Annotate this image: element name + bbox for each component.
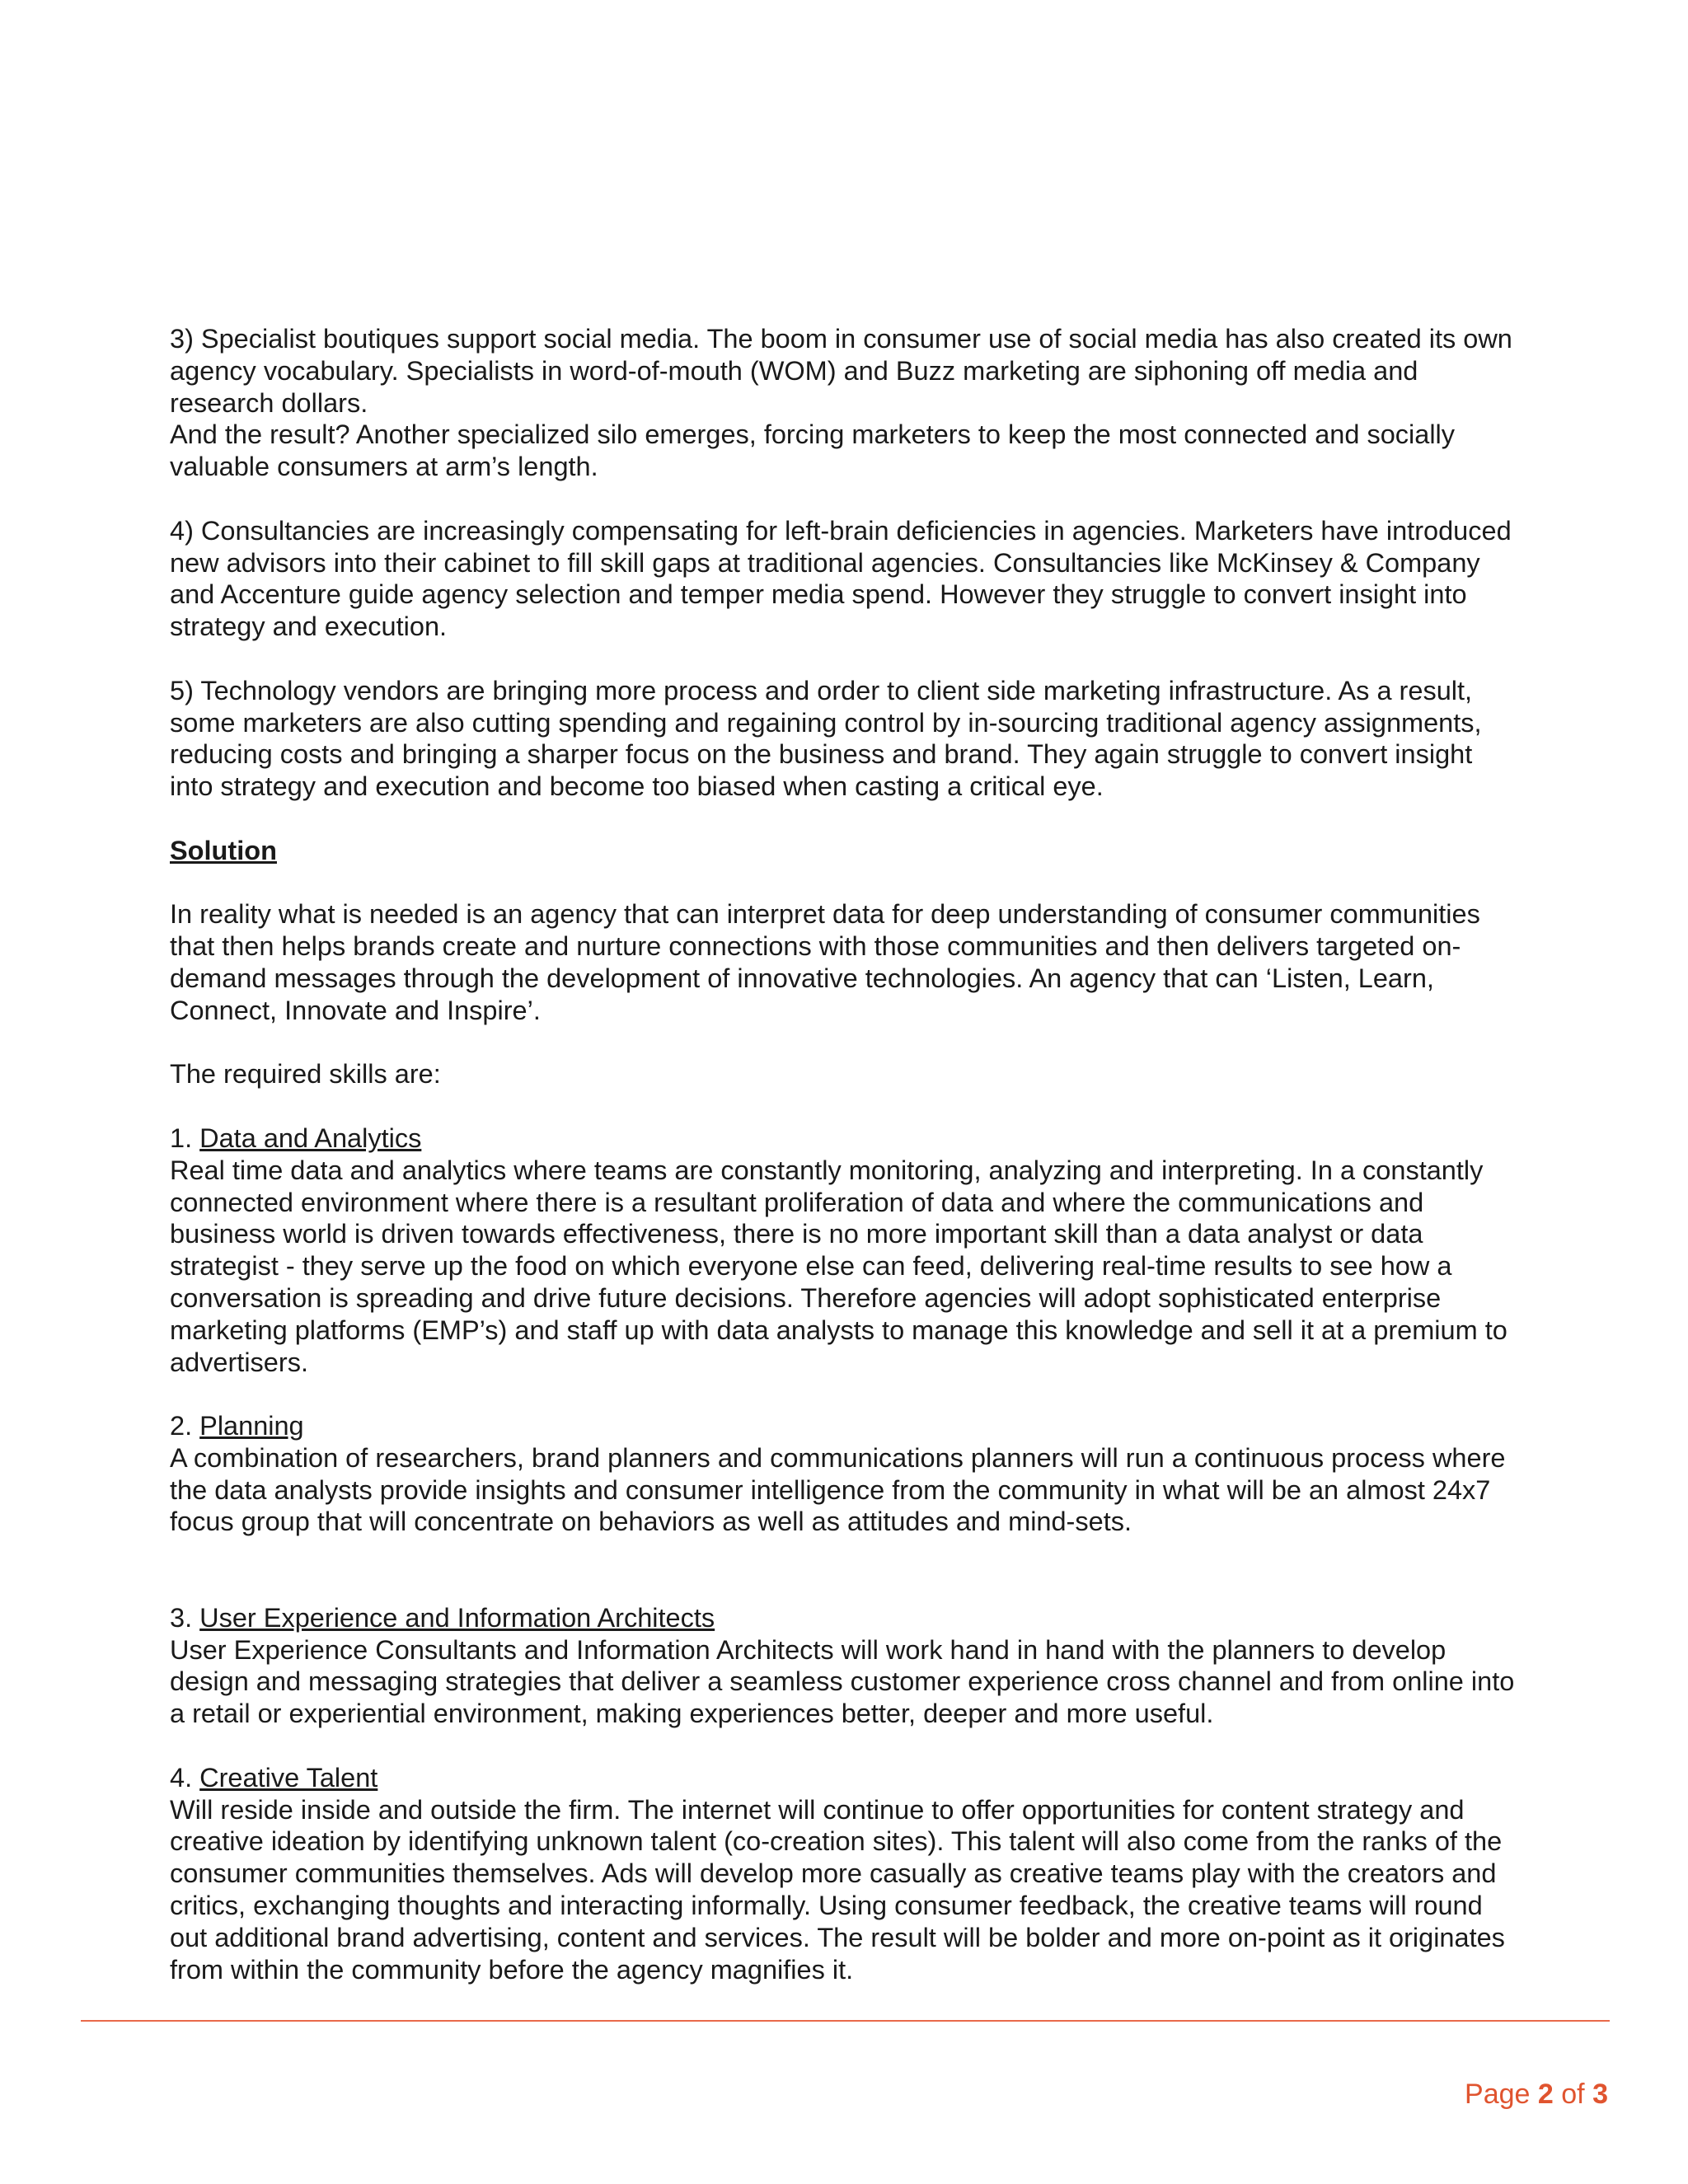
paragraph-technology-vendors: 5) Technology vendors are bringing more process and order to client side marketing infrastructure. As a result, some marketers are also cutting spending and regaining control by in-sourcing traditional agency assignments, reducing costs and bringing a sharper focus on the business and brand. They again struggle to convert insight into strategy and execution and become too biased when casting a critical eye.: [170, 675, 1482, 802]
skill-number: 1.: [170, 1122, 200, 1153]
solution-intro: In reality what is needed is an agency that can interpret data for deep understanding of consumer communities that then helps brands create and nurture connections with those communities and then delivers targeted on-demand messages through the development of innovative technologies. An agency that can ‘Listen, Learn, Connect, Innovate and Inspire’.: [170, 899, 1480, 1025]
skill-number: 2.: [170, 1411, 200, 1441]
skill-heading: [170, 1762, 1522, 1794]
skill-body: A combination of researchers, brand planners and communications planners will run a continuous process where the data analysts provide insights and consumer intelligence from the community in what will be an almost 24x7 focus group that will concentrate on behaviors as well as attitudes and mind-sets.: [170, 1442, 1506, 1537]
skill-title: Creative Talent: [199, 1762, 378, 1793]
skills-lead: The required skills are:: [170, 1059, 441, 1090]
footer-divider: [81, 2020, 1610, 2022]
skill-title: User Experience and Information Architects: [199, 1602, 715, 1633]
skill-title: Data and Analytics: [199, 1122, 422, 1153]
total-pages: 3: [1592, 2079, 1608, 2110]
current-page: 2: [1537, 2079, 1554, 2110]
skill-body: Will reside inside and outside the firm. The internet will continue to offer opportunities for content strategy and creative ideation by identifying unknown talent (co-creation sites). This talent will also come from the ranks of the consumer communities themselves. Ads will develop more casually as creative teams play with the creators and critics, exchanging thoughts and interacting informally. Using consumer feedback, the creative teams will round out additional brand advertising, content and services. The result will be bolder and more on-point as it originates from within the community before the agency magnifies it.: [170, 1794, 1505, 1985]
skill-number: 3.: [170, 1602, 200, 1633]
skill-title: Planning: [199, 1411, 304, 1441]
skill-heading: [170, 1410, 1522, 1442]
paragraph-specialist-boutiques: 3) Specialist boutiques support social media. The boom in consumer use of social media has also created its own agency vocabulary. Specialists in word-of-mouth (WOM) and Buzz marketing are siphoning off media and research dollars.: [170, 324, 1512, 418]
skill-number: 4.: [170, 1762, 200, 1793]
skill-heading: [170, 1602, 1522, 1634]
paragraph-consultancies: 4) Consultancies are increasingly compensating for left-brain deficiencies in agencies. Marketers have introduced new advisors into their cabinet to fill skill gaps at traditional agencies. Consultancies like McKinsey & Company and Accenture guide agency selection and temper media spend. However they struggle to convert insight into strategy and execution.: [170, 515, 1512, 642]
skill-body: Real time data and analytics where teams are constantly monitoring, analyzing and interpreting. In a constantly connected environment where there is a resultant proliferation of data and where the communications and business world is driven towards effectiveness, there is no more important skill than a data analyst or data strategist - they serve up the food on which everyone else can feed, delivering real-time results to see how a conversation is spreading and drive future decisions. Therefore agencies will adopt sophisticated enterprise marketing platforms (EMP’s) and staff up with data analysts to manage this knowledge and sell it at a premium to advertisers.: [170, 1155, 1507, 1377]
solution-heading: Solution: [170, 835, 277, 865]
page-word: Page: [1465, 2079, 1538, 2110]
of-word: of: [1553, 2079, 1593, 2110]
paragraph-result: And the result? Another specialized silo emerges, forcing marketers to keep the most connected and socially valuable consumers at arm’s length.: [170, 419, 1456, 482]
skill-heading: [170, 1122, 1522, 1155]
page-number: [1465, 2079, 1608, 2111]
skill-body: User Experience Consultants and Information Architects will work hand in hand with the planners to develop design and messaging strategies that deliver a seamless customer experience cross channel and from online into a retail or experiential environment, making experiences better, deeper and more useful.: [170, 1634, 1515, 1729]
document-body: [170, 323, 1522, 1985]
